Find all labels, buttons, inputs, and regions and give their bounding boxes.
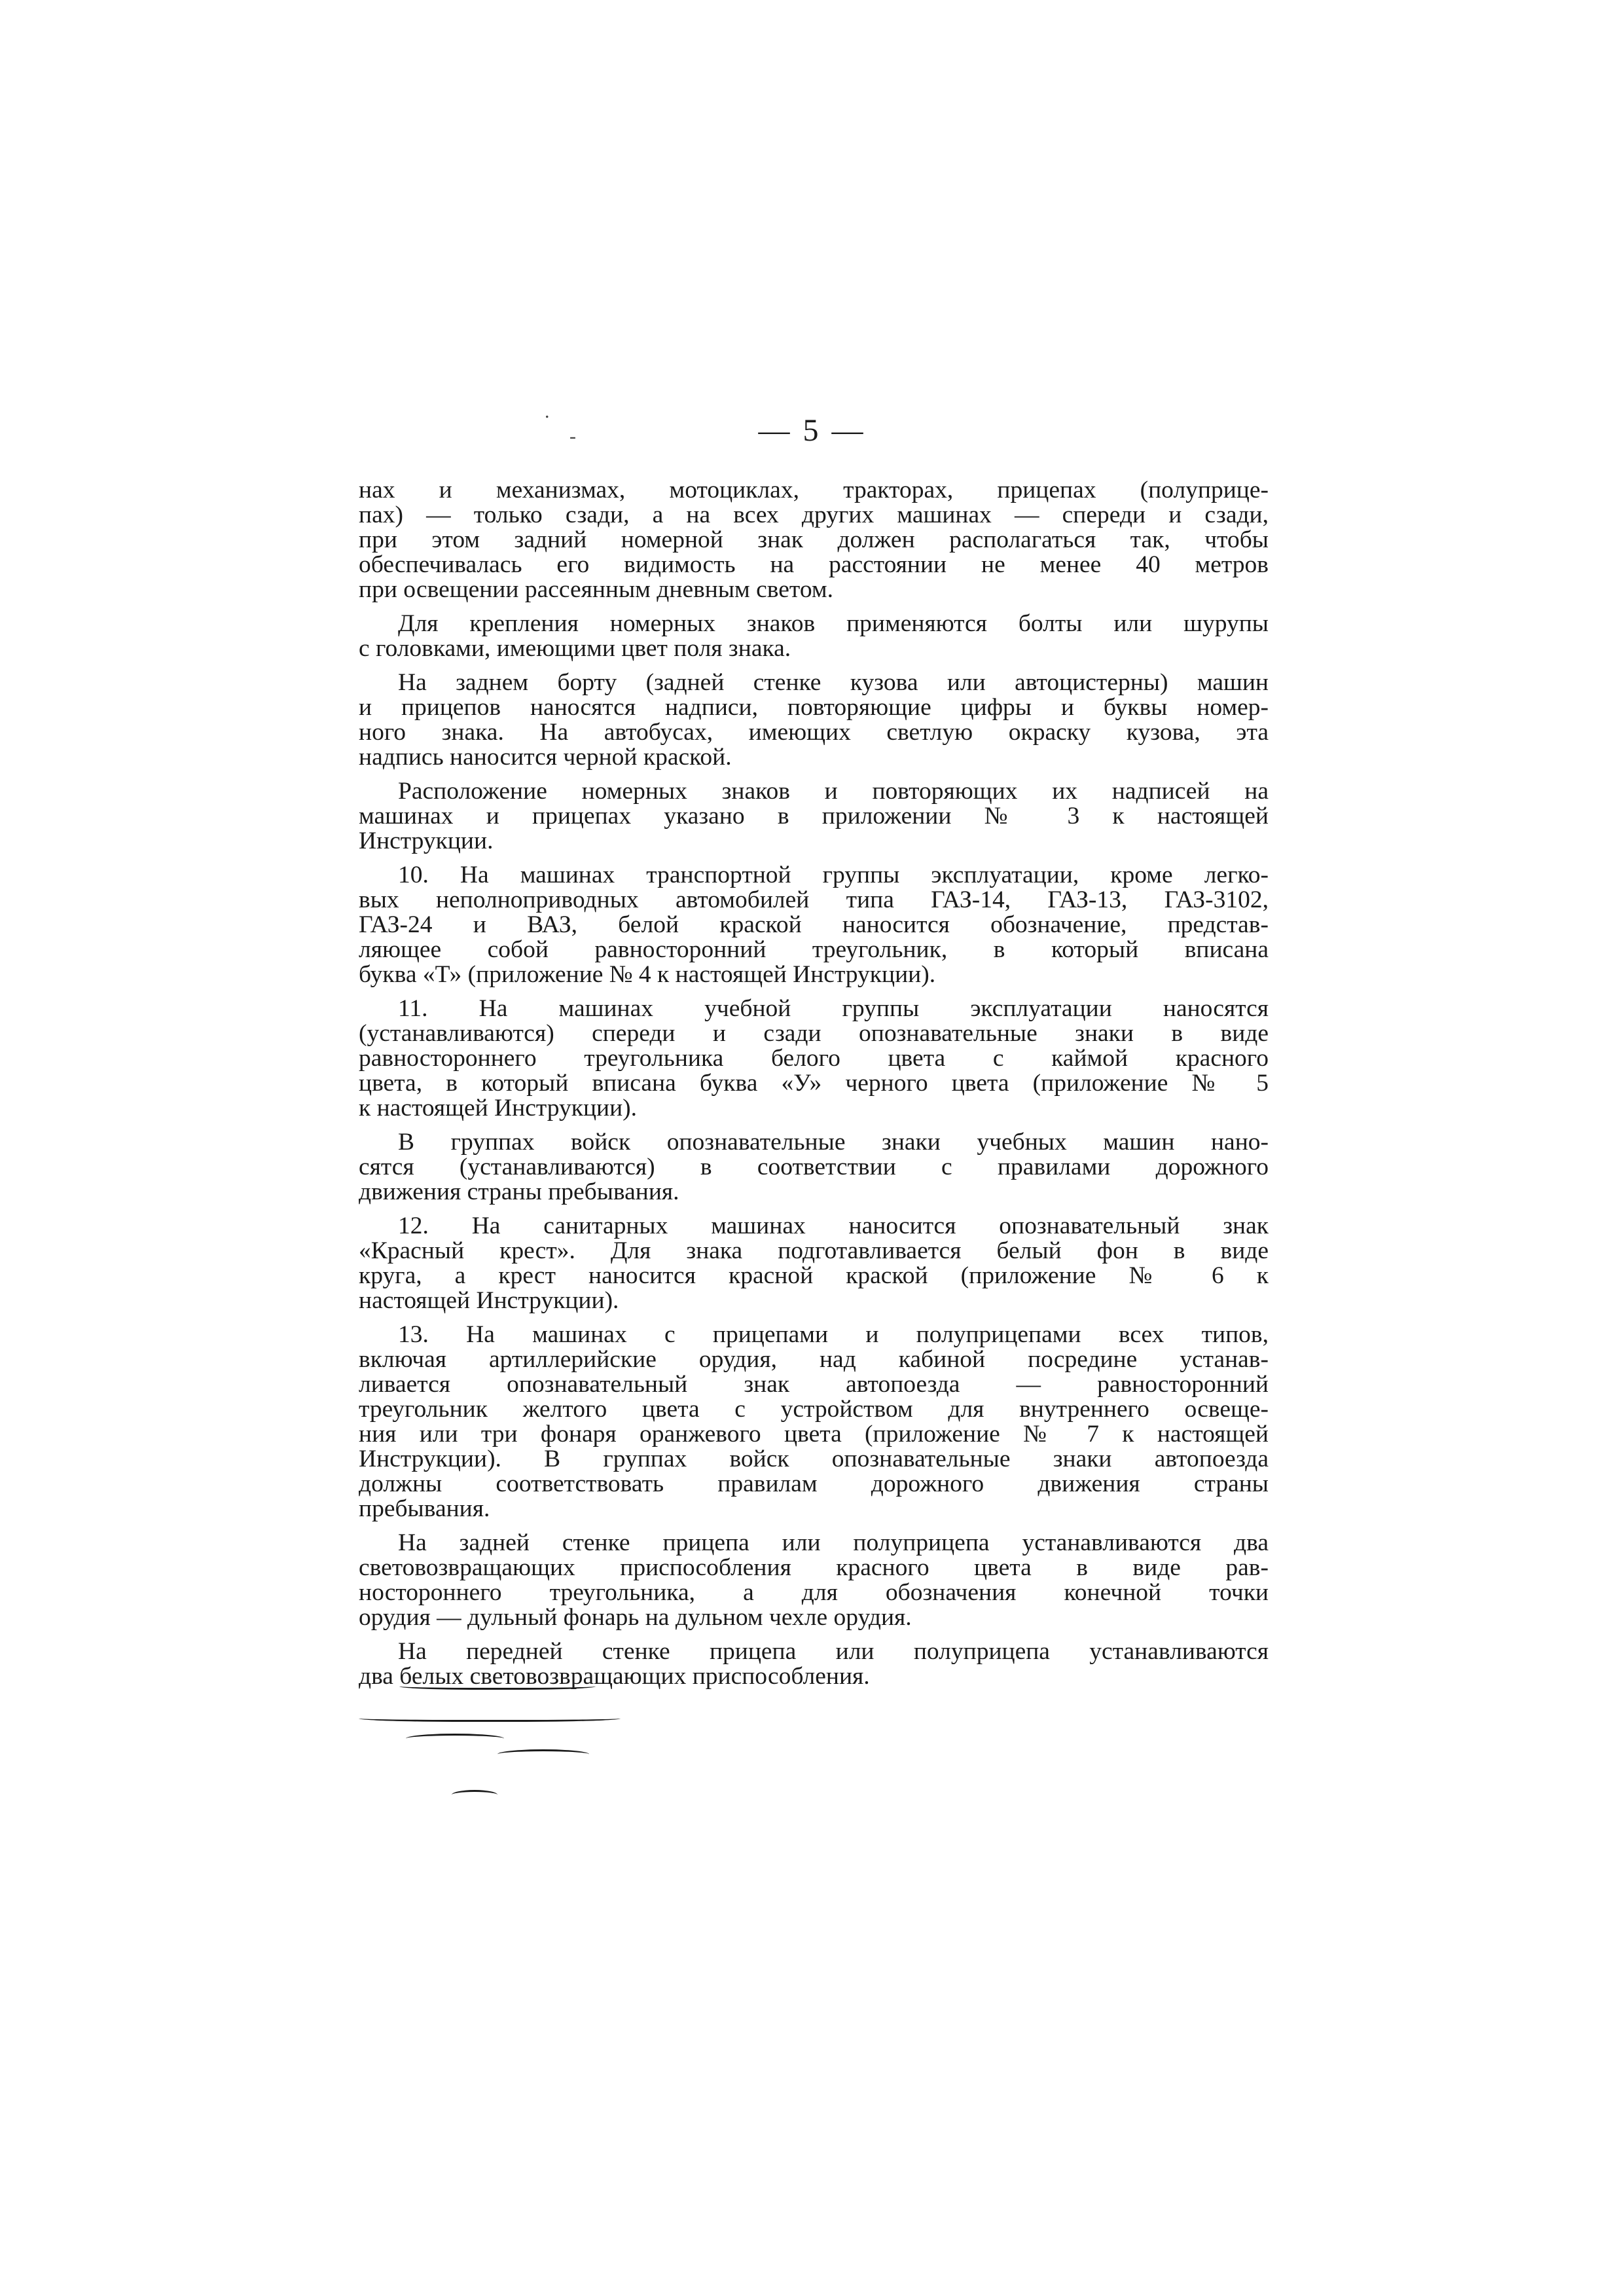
text-line: обеспечивалась его видимость на расстоянии не менее 40 метров	[359, 551, 1269, 578]
stray-mark-dash: -	[569, 426, 576, 447]
text-line: На передней стенке прицепа или полуприцепа устанавливаются	[398, 1638, 1269, 1665]
text-line: 10. На машинах транспортной группы эксплуатации, кроме легко-	[398, 862, 1269, 888]
paragraph	[359, 996, 1269, 1121]
paragraph	[359, 863, 1269, 987]
text-line: настоящей Инструкции).	[359, 1287, 619, 1314]
pen-arc-mark	[406, 1734, 504, 1743]
text-line: машинах и прицепах указано в приложении № 3 к настоящей	[359, 803, 1269, 829]
text-line: Для крепления номерных знаков применяются болты или шурупы	[398, 610, 1269, 637]
text-line: при этом задний номерной знак должен располагаться так, чтобы	[359, 526, 1269, 553]
text-line: буква «Т» (приложение № 4 к настоящей Инструкции).	[359, 961, 936, 988]
paragraph	[359, 1130, 1269, 1205]
text-line: надпись наносится черной краской.	[359, 744, 732, 771]
document-body	[359, 478, 1269, 1698]
paragraph	[359, 1531, 1269, 1630]
text-line: ностороннего треугольника, а для обозначения конечной точки	[359, 1579, 1269, 1606]
text-line: сятся (устанавливаются) в соответствии с правилами дорожного	[359, 1154, 1269, 1180]
text-line: В группах войск опознавательные знаки учебных машин нано-	[398, 1129, 1269, 1156]
page-number: — 5 —	[758, 413, 866, 448]
text-line: ГАЗ-24 и ВАЗ, белой краской наносится обозначение, представ-	[359, 911, 1269, 938]
paragraph	[359, 670, 1269, 770]
paragraph	[359, 779, 1269, 854]
text-line: ливается опознавательный знак автопоезда — равносторонний	[359, 1371, 1269, 1398]
text-line: с головками, имеющими цвет поля знака.	[359, 635, 791, 662]
text-line: и прицепов наносятся надписи, повторяющие цифры и буквы номер-	[359, 694, 1269, 721]
text-line: Инструкции). В группах войск опознавательные знаки автопоезда	[359, 1446, 1269, 1472]
text-line: 12. На санитарных машинах наносится опознавательный знак	[398, 1212, 1269, 1239]
pen-arc-mark-3	[452, 1790, 497, 1800]
text-line: «Красный крест». Для знака подготавливается белый фон в виде	[359, 1237, 1269, 1264]
text-line: 13. На машинах с прицепами и полуприцепами всех типов,	[398, 1321, 1269, 1348]
text-line: к настоящей Инструкции).	[359, 1095, 638, 1121]
text-line: Инструкции.	[359, 828, 494, 854]
text-line: при освещении рассеянным дневным светом.	[359, 576, 833, 603]
text-line: движения страны пребывания.	[359, 1178, 679, 1205]
text-line: На задней стенке прицепа или полуприцепа устанавливаются два	[398, 1529, 1269, 1556]
text-line: пах) — только сзади, а на всех других машинах — спереди и сзади,	[359, 501, 1269, 528]
text-line: должны соответствовать правилам дорожного движения страны	[359, 1470, 1269, 1497]
text-line: (устанавливаются) спереди и сзади опознавательные знаки в виде	[359, 1020, 1269, 1047]
text-line: треугольник желтого цвета с устройством для внутреннего освеще-	[359, 1396, 1269, 1423]
text-line: ного знака. На автобусах, имеющих светлую окраску кузова, эта	[359, 719, 1269, 746]
text-line: На заднем борту (задней стенке кузова или автоцистерны) машин	[398, 669, 1269, 696]
paragraph	[359, 1214, 1269, 1313]
text-line: вых неполноприводных автомобилей типа ГАЗ-14, ГАЗ-13, ГАЗ-3102,	[359, 886, 1269, 913]
text-line: пребывания.	[359, 1495, 490, 1522]
text-line: нах и механизмах, мотоциклах, тракторах, прицепах (полуприце-	[359, 477, 1269, 503]
pen-underline-mark-2	[359, 1713, 621, 1722]
text-line: Расположение номерных знаков и повторяющих их надписей на	[398, 778, 1269, 805]
text-line: цвета, в который вписана буква «У» черного цвета (приложение № 5	[359, 1070, 1269, 1097]
text-line: равностороннего треугольника белого цвета с каймой красного	[359, 1045, 1269, 1072]
pen-arc-mark-2	[497, 1749, 589, 1759]
text-line: ния или три фонаря оранжевого цвета (приложение № 7 к настоящей	[359, 1421, 1269, 1448]
text-line: круга, а крест наносится красной краской (приложение № 6 к	[359, 1262, 1269, 1289]
pen-underline-mark	[399, 1681, 596, 1690]
paragraph	[359, 1322, 1269, 1522]
text-line: включая артиллерийские орудия, над кабиной посредине устанав-	[359, 1346, 1269, 1373]
text-line: два белых световозвращающих приспособления.	[359, 1663, 870, 1690]
text-line: орудия — дульный фонарь на дульном чехле орудия.	[359, 1604, 912, 1631]
text-line: ляющее собой равносторонний треугольник, в который вписана	[359, 936, 1269, 963]
text-line: световозвращающих приспособления красного цвета в виде рав-	[359, 1554, 1269, 1581]
stray-mark-dot: .	[545, 401, 550, 422]
text-line: 11. На машинах учебной группы эксплуатации наносятся	[398, 995, 1269, 1022]
paragraph	[359, 478, 1269, 602]
paragraph	[359, 611, 1269, 661]
